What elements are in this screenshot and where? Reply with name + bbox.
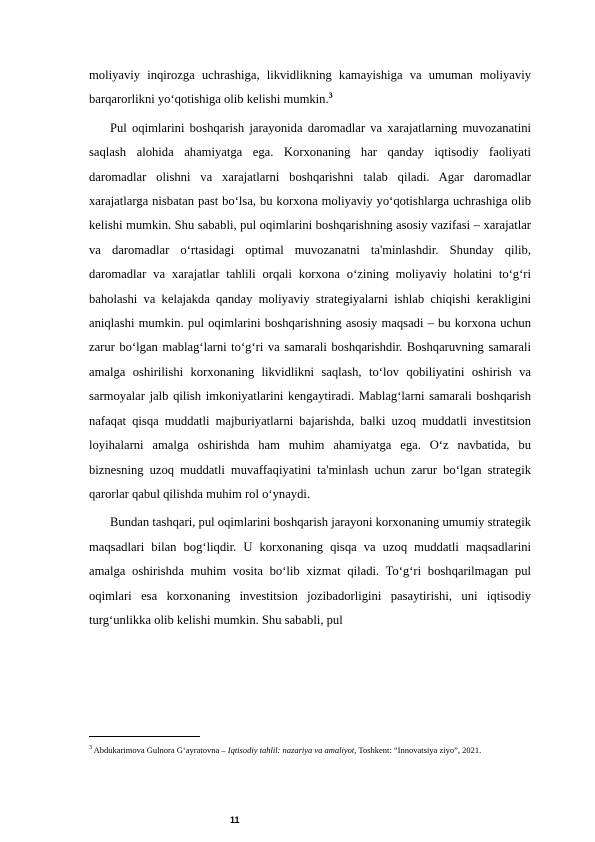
paragraph-1-text: moliyaviy inqirozga uchrashiga, likvidlikning kamayishiga va umuman moliyaviy barqarorlikni yo‘qotishiga olib kelishi mumkin. bbox=[89, 68, 531, 107]
paragraph-1 bbox=[89, 63, 531, 112]
footnote-author: Abdukarimova Gulnora G‘ayratovna – bbox=[93, 745, 228, 755]
footnote-reference[interactable]: 3 bbox=[328, 91, 333, 101]
footnote-publisher: , Toshkent: “Innovatsiya ziyo”, 2021. bbox=[354, 745, 482, 755]
paragraph-3: Bundan tashqari, pul oqimlarini boshqarish jarayoni korxonaning umumiy strategik maqsadlari bilan bog‘liqdir. U korxonaning qisqa va uzoq muddatli maqsadlarini amalga oshirishda muhim vosita bo‘lib xizmat qiladi. To‘g‘ri boshqarilmagan pul oqimlari esa korxonaning investitsion jozibadorligini pasaytirishi, uni iqtisodiy turg‘unlikka olib kelishi mumkin. Shu sababli, pul bbox=[89, 515, 531, 627]
page-body bbox=[89, 63, 531, 632]
page-number: 11 bbox=[230, 815, 240, 825]
footnote bbox=[89, 740, 531, 760]
footnote-separator bbox=[89, 736, 200, 737]
paragraph-2: Pul oqimlarini boshqarish jarayonida daromadlar va xarajatlarning muvozanatini saqlash alohida ahamiyatga ega. Korxonaning har qanday iqtisodiy faoliyati daromadlar olishni va xarajatlarni boshqarishni talab qiladi. Agar daromadlar xarajatlarga nisbatan past bo‘lsa, bu korxona moliyaviy yo‘qotishlarga uchrashiga olib kelishi mumkin. Shu sababli, pul oqimlarini boshqarishning asosiy vazifasi – xarajatlar va daromadlar o‘rtasidagi optimal muvozanatni ta'minlashdir. Shunday qilib, daromadlar va xarajatlar tahlili orqali korxona o‘zining moliyaviy holatini to‘g‘ri baholashi va kelajakda qanday moliyaviy strategiyalarni ishlab chiqishi kerakligini aniqlashi mumkin. pul oqimlarini boshqarishning asosiy maqsadi – bu korxona uchun zarur bo‘lgan mablag‘larni to‘g‘ri va samarali boshqarishdir. Boshqaruvning samarali amalga oshirilishi korxonaning likvidlikni saqlash, to‘lov qobiliyatini oshirish va sarmoyalar jalb qilish imkoniyatlarini kengaytiradi. Mablag‘larni samarali boshqarish nafaqat qisqa muddatli majburiyatlarni bajarishda, balki uzoq muddatli investitsion loyihalarni amalga oshirishda ham muhim ahamiyatga ega. O‘z navbatida, bu biznesning uzoq muddatli muvaffaqiyatini ta'minlash uchun zarur bo‘lgan strategik qarorlar qabul qilishda muhim rol o‘ynaydi. bbox=[89, 120, 531, 501]
footnote-mark: 3 bbox=[89, 745, 92, 752]
footnote-title: Iqtisodiy tahlil: nazariya va amaliyot bbox=[227, 745, 355, 755]
